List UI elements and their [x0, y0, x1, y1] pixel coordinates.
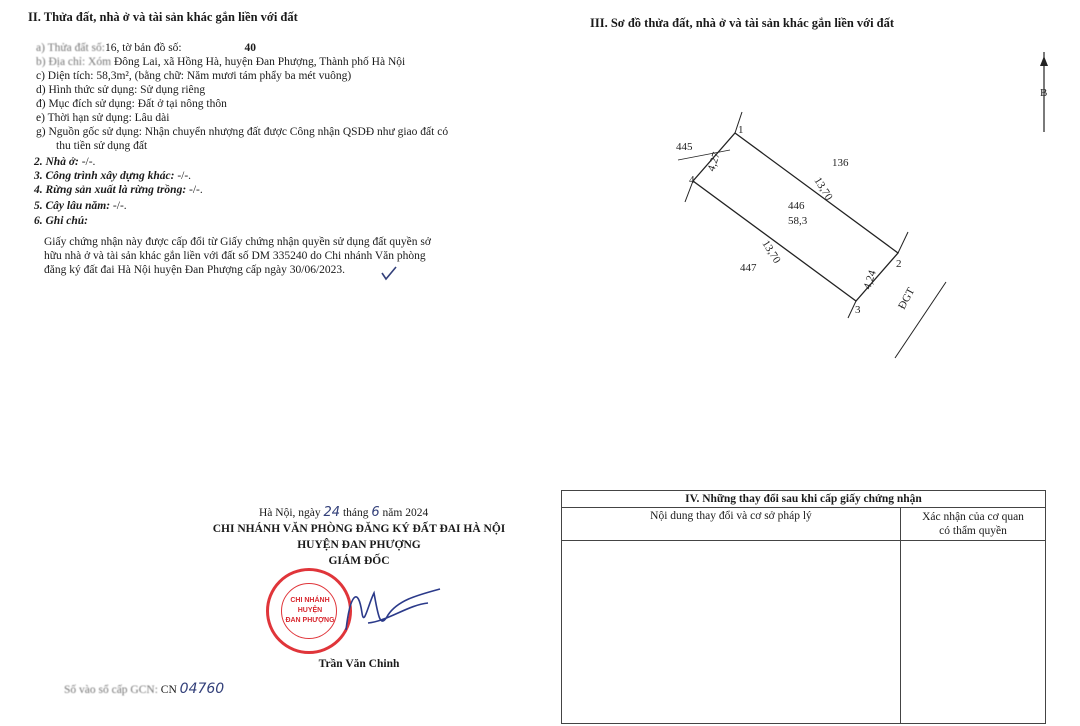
- parcel-area: 58,3: [788, 215, 808, 227]
- origin-line: g) Nguồn gốc sử dụng: Nhận chuyển nhượng đất được Công nhận QSDĐ như giao đất có: [36, 126, 449, 138]
- other-works-label: 3. Công trình xây dựng khác:: [34, 170, 175, 182]
- issuing-office: CHI NHÁNH VĂN PHÒNG ĐĂNG KÝ ĐẤT ĐAI HÀ NỘI: [212, 523, 506, 535]
- other-works-item: [34, 170, 191, 183]
- note-line-1: Giấy chứng nhận này được cấp đổi từ Giấy chứng nhận quyền sử dụng đất quyền sở: [44, 236, 431, 248]
- address-value: Đông Lai, xã Hồng Hà, huyện Đan Phượng, Thành phố Hà Nội: [113, 56, 406, 68]
- changes-content-cell: [562, 541, 901, 724]
- usage-form-line: d) Hình thức sử dụng: Sử dụng riêng: [36, 84, 206, 96]
- perennial-label: 5. Cây lâu năm:: [34, 200, 111, 212]
- house-item: [34, 156, 95, 169]
- column-confirmation-header: [901, 508, 1046, 541]
- forest-value: -/-.: [186, 184, 203, 196]
- edge-right-length: 4,24: [861, 268, 879, 291]
- section2-title: II. Thửa đất, nhà ở và tài sản khác gắn liền với đất: [28, 10, 298, 24]
- address-label: b) Địa chỉ: Xóm: [36, 56, 112, 68]
- parcel-map: [650, 40, 1070, 370]
- date-prefix: Hà Nội, ngày: [259, 507, 321, 519]
- usage-term-line: e) Thời hạn sử dụng: Lâu dài: [36, 112, 170, 124]
- map-sheet-label: , tờ bản đồ số:: [116, 42, 182, 54]
- vertex-4: 4: [689, 174, 695, 186]
- changes-empty-row: [562, 541, 1046, 724]
- neighbour-line: [898, 232, 908, 253]
- parcel-445: 445: [676, 141, 693, 153]
- section4-title: IV. Những thay đổi sau khi cấp giấy chứng nhận: [562, 491, 1046, 508]
- edge-top-length: 13,70: [811, 175, 835, 203]
- usage-purpose-line: đ) Mục đích sử dụng: Đất ở tại nông thôn: [36, 98, 227, 110]
- checkmark-icon: [380, 265, 398, 281]
- address-line: [36, 56, 405, 69]
- vertex-3: 3: [855, 304, 861, 316]
- parcel-number-label: a) Thửa đất số:: [36, 42, 105, 54]
- house-label: 2. Nhà ở:: [34, 156, 79, 168]
- date-month: 6: [371, 505, 380, 520]
- road-label: ĐGT: [896, 285, 918, 312]
- edge-left-length: 4,27: [705, 150, 723, 173]
- handwritten-signature: [328, 575, 448, 645]
- notes-label: 6. Ghi chú:: [34, 215, 88, 227]
- map-sheet-number: 40: [244, 42, 256, 54]
- vertex-2: 2: [896, 258, 902, 270]
- registry-label: Số vào sổ cấp GCN:: [64, 684, 158, 696]
- parcel-number-line: [36, 42, 256, 55]
- seal-line-2: HUYỆN: [297, 607, 323, 614]
- parcel-447: 447: [740, 262, 757, 274]
- vertex-1: 1: [738, 124, 744, 136]
- north-label: B: [1040, 87, 1048, 99]
- registry-line: [64, 683, 224, 697]
- registry-number: 04760: [179, 681, 225, 697]
- perennial-item: [34, 200, 127, 213]
- area-line: c) Diện tích: 58,3m², (bằng chữ: Năm mươi tám phẩy ba mét vuông): [36, 70, 352, 82]
- forest-label: 4. Rừng sản xuất là rừng trồng:: [34, 184, 187, 196]
- changes-title-row: [562, 491, 1046, 508]
- north-arrow-head-icon: [1040, 56, 1048, 66]
- month-label: tháng: [342, 507, 369, 519]
- parcel-number: 16: [104, 42, 117, 54]
- parcel-id: 446: [788, 200, 805, 212]
- note-line-2: hữu nhà ở và tài sản khác gắn liền với đất số DM 335240 do Chi nhánh Văn phòng: [44, 250, 426, 262]
- date-day: 24: [323, 505, 341, 520]
- signing-date: [259, 507, 428, 520]
- other-works-value: -/-.: [174, 170, 192, 182]
- issuing-district: HUYỆN ĐAN PHƯỢNG: [297, 539, 421, 551]
- note-line-3: đăng ký đất đai Hà Nội huyện Đan Phượng cấp ngày 30/06/2023.: [44, 264, 346, 276]
- column-changes-header: Nội dung thay đổi và cơ sở pháp lý: [562, 508, 901, 541]
- notes-heading: [34, 215, 88, 228]
- origin-line-2: thu tiền sử dụng đất: [56, 140, 148, 152]
- signer-name: Trần Văn Chinh: [318, 658, 400, 670]
- section3-title: III. Sơ đồ thửa đất, nhà ở và tài sản khác gắn liền với đất: [590, 16, 895, 30]
- parcel-136: 136: [832, 157, 849, 169]
- seal-line-1: CHI NHÁNH: [290, 597, 330, 604]
- edge-bottom-length: 13,70: [759, 238, 783, 266]
- registry-prefix: CN: [160, 684, 177, 696]
- changes-table: [561, 490, 1046, 724]
- signer-role: GIÁM ĐỐC: [328, 555, 390, 567]
- house-value: -/-.: [78, 156, 96, 168]
- changes-header-row: [562, 508, 1046, 541]
- perennial-value: -/-.: [110, 200, 127, 212]
- seal-line-3: ĐAN PHƯỢNG: [285, 617, 335, 624]
- confirmation-header-line-2: có thẩm quyền: [939, 525, 1007, 537]
- forest-item: [34, 184, 203, 197]
- year-label: năm 2024: [382, 507, 429, 519]
- confirmation-header-line-1: Xác nhận của cơ quan: [922, 511, 1024, 523]
- confirmation-content-cell: [901, 541, 1046, 724]
